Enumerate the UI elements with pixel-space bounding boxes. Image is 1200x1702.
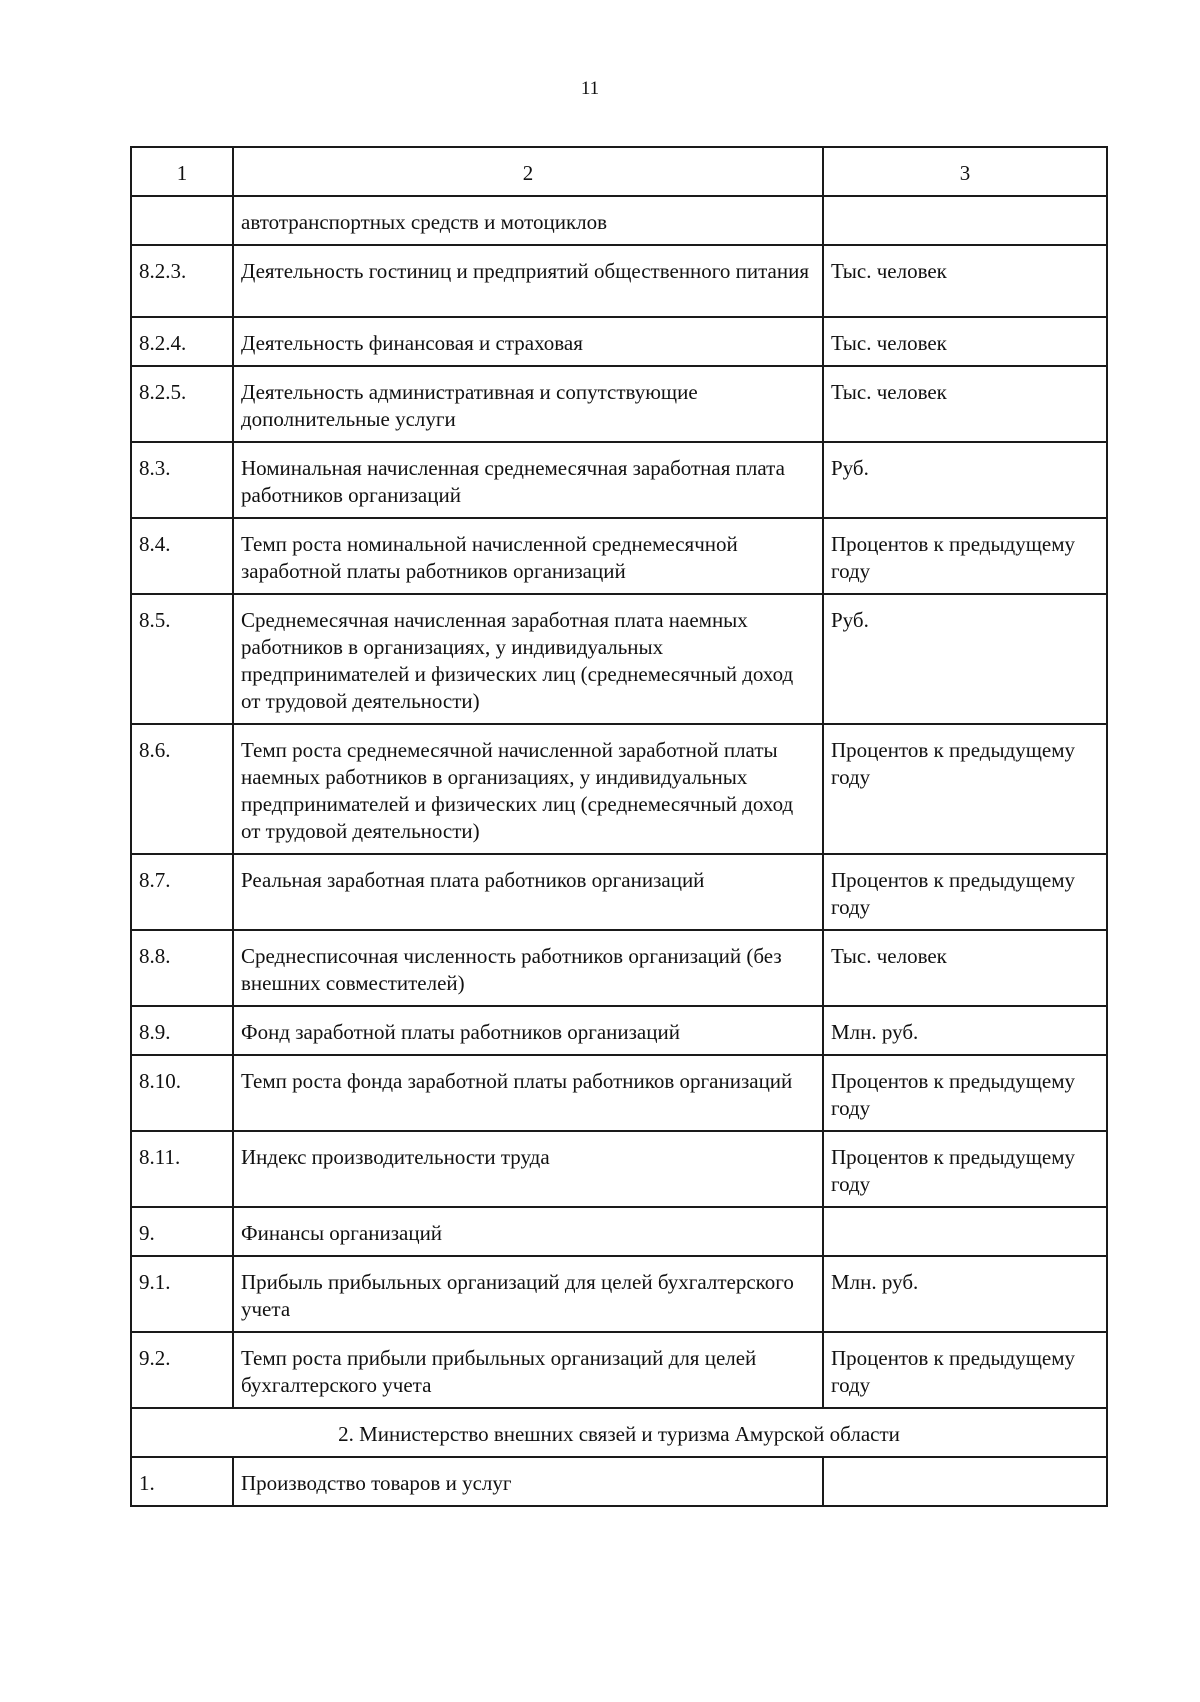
section-title-row bbox=[131, 1408, 1107, 1457]
row-number: 8.4. bbox=[131, 518, 233, 594]
row-indicator-name: Номинальная начисленная среднемесячная заработная плата работников организаций bbox=[233, 442, 823, 518]
row-indicator-name: автотранспортных средств и мотоциклов bbox=[233, 196, 823, 245]
row-unit: Процентов к предыдущему году bbox=[823, 1055, 1107, 1131]
row-number: 8.2.3. bbox=[131, 245, 233, 317]
row-indicator-name: Индекс производительности труда bbox=[233, 1131, 823, 1207]
row-number: 8.9. bbox=[131, 1006, 233, 1055]
row-number: 8.5. bbox=[131, 594, 233, 724]
table-row bbox=[131, 317, 1107, 366]
section-title: 2. Министерство внешних связей и туризма Амурской области bbox=[131, 1408, 1107, 1457]
row-number: 9. bbox=[131, 1207, 233, 1256]
row-unit: Тыс. человек bbox=[823, 366, 1107, 442]
row-unit: Тыс. человек bbox=[823, 317, 1107, 366]
page-number: 11 bbox=[580, 78, 600, 99]
row-unit bbox=[823, 1207, 1107, 1256]
table-row bbox=[131, 1457, 1107, 1506]
table-row bbox=[131, 854, 1107, 930]
row-unit: Процентов к предыдущему году bbox=[823, 1131, 1107, 1207]
header-col-1: 1 bbox=[131, 147, 233, 196]
table-row bbox=[131, 1055, 1107, 1131]
header-col-2: 2 bbox=[233, 147, 823, 196]
row-unit: Руб. bbox=[823, 442, 1107, 518]
row-indicator-name: Деятельность административная и сопутствующие дополнительные услуги bbox=[233, 366, 823, 442]
row-unit: Руб. bbox=[823, 594, 1107, 724]
row-indicator-name: Деятельность финансовая и страховая bbox=[233, 317, 823, 366]
row-unit: Млн. руб. bbox=[823, 1256, 1107, 1332]
row-number: 8.6. bbox=[131, 724, 233, 854]
table-row bbox=[131, 366, 1107, 442]
row-number: 8.3. bbox=[131, 442, 233, 518]
row-number: 8.8. bbox=[131, 930, 233, 1006]
row-number: 8.2.4. bbox=[131, 317, 233, 366]
row-indicator-name: Прибыль прибыльных организаций для целей бухгалтерского учета bbox=[233, 1256, 823, 1332]
header-col-3: 3 bbox=[823, 147, 1107, 196]
row-indicator-name: Реальная заработная плата работников организаций bbox=[233, 854, 823, 930]
table-row bbox=[131, 442, 1107, 518]
row-number: 8.11. bbox=[131, 1131, 233, 1207]
table-row bbox=[131, 1207, 1107, 1256]
row-indicator-name: Темп роста номинальной начисленной среднемесячной заработной платы работников организаций bbox=[233, 518, 823, 594]
row-unit: Процентов к предыдущему году bbox=[823, 518, 1107, 594]
row-indicator-name: Среднесписочная численность работников организаций (без внешних совместителей) bbox=[233, 930, 823, 1006]
table-row bbox=[131, 518, 1107, 594]
row-number bbox=[131, 196, 233, 245]
row-unit bbox=[823, 1457, 1107, 1506]
row-unit: Тыс. человек bbox=[823, 930, 1107, 1006]
table-row bbox=[131, 196, 1107, 245]
indicators-table bbox=[130, 146, 1108, 1507]
row-unit: Процентов к предыдущему году bbox=[823, 854, 1107, 930]
row-number: 8.2.5. bbox=[131, 366, 233, 442]
row-unit: Тыс. человек bbox=[823, 245, 1107, 317]
row-indicator-name: Темп роста фонда заработной платы работников организаций bbox=[233, 1055, 823, 1131]
row-indicator-name: Фонд заработной платы работников организаций bbox=[233, 1006, 823, 1055]
table-row bbox=[131, 724, 1107, 854]
row-indicator-name: Темп роста прибыли прибыльных организаций для целей бухгалтерского учета bbox=[233, 1332, 823, 1408]
row-indicator-name: Темп роста среднемесячной начисленной заработной платы наемных работников в организациях, у индивидуальных предпринимателей и физических лиц (среднемесячный доход от трудовой деятельности) bbox=[233, 724, 823, 854]
row-number: 9.2. bbox=[131, 1332, 233, 1408]
row-unit: Процентов к предыдущему году bbox=[823, 1332, 1107, 1408]
table-row bbox=[131, 245, 1107, 317]
row-indicator-name: Производство товаров и услуг bbox=[233, 1457, 823, 1506]
table-row bbox=[131, 1332, 1107, 1408]
row-indicator-name: Среднемесячная начисленная заработная плата наемных работников в организациях, у индивидуальных предпринимателей и физических лиц (среднемесячный доход от трудовой деятельности) bbox=[233, 594, 823, 724]
row-unit bbox=[823, 196, 1107, 245]
row-number: 8.7. bbox=[131, 854, 233, 930]
row-unit: Млн. руб. bbox=[823, 1006, 1107, 1055]
row-number: 9.1. bbox=[131, 1256, 233, 1332]
table-row bbox=[131, 1256, 1107, 1332]
table-row bbox=[131, 1006, 1107, 1055]
table-row bbox=[131, 594, 1107, 724]
row-indicator-name: Финансы организаций bbox=[233, 1207, 823, 1256]
row-indicator-name: Деятельность гостиниц и предприятий общественного питания bbox=[233, 245, 823, 317]
row-number: 8.10. bbox=[131, 1055, 233, 1131]
table-row bbox=[131, 930, 1107, 1006]
table-header-row bbox=[131, 147, 1107, 196]
table-row bbox=[131, 1131, 1107, 1207]
row-unit: Процентов к предыдущему году bbox=[823, 724, 1107, 854]
row-number: 1. bbox=[131, 1457, 233, 1506]
